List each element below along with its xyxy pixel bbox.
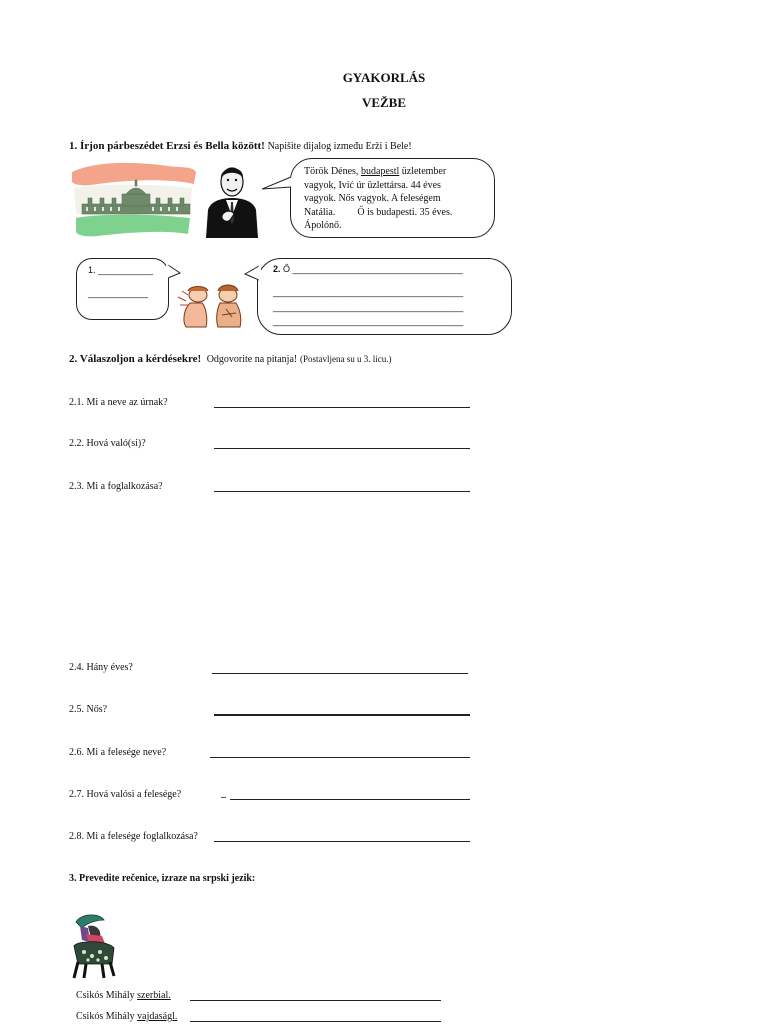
translate-item-1: Csikós Mihály szerbial.: [76, 990, 171, 1001]
speech-line-3: vagyok. Nős vagyok. A feleségem: [304, 193, 441, 204]
question-2-4: 2.4. Hány éves?: [69, 662, 133, 673]
answer-prefix-2-7: _: [221, 788, 226, 799]
two-women-image: [176, 283, 250, 329]
dialog-line-2b[interactable]: ______________________________________: [273, 287, 464, 297]
answer-line-2-7[interactable]: [230, 799, 470, 800]
task2-heading: [69, 353, 391, 365]
page-title: GYAKORLÁS: [342, 70, 426, 85]
answer-line-2-8[interactable]: [214, 841, 470, 842]
task1-heading-bold: 1. Írjon párbeszédet Erzsi és Bella között!: [69, 140, 265, 152]
speech-line-2: vagyok, Ivić úr üzlettársa. 44 éves: [304, 179, 441, 191]
question-2-1: 2.1. Mi a neve az úrnak?: [69, 397, 168, 408]
question-2-5: 2.5. Nős?: [69, 704, 108, 715]
answer-line-2-6[interactable]: [210, 757, 470, 758]
answer-line-2-1[interactable]: [214, 407, 470, 408]
translate-line-1[interactable]: [190, 1000, 441, 1001]
task2-heading-rest: (Postavljena su u 3. licu.): [299, 354, 392, 364]
parliament-flag-image: [68, 158, 200, 238]
task3-heading: 3. Prevedite rečenice, izraze na srpski jezik:: [69, 873, 256, 884]
question-2-6: 2.6. Mi a felesége neve?: [69, 747, 167, 758]
horseman-image: [68, 912, 120, 980]
dialog-line-2c[interactable]: ______________________________________: [273, 302, 464, 312]
task2-heading-mid: Odgovorite na pitanja!: [206, 354, 298, 365]
translate-line-2[interactable]: [190, 1021, 441, 1022]
dialog-line-1b[interactable]: ____________: [88, 288, 149, 298]
dialog-line-1[interactable]: 1. ___________: [88, 265, 154, 275]
answer-line-2-5[interactable]: [214, 714, 470, 716]
question-2-8: 2.8. Mi a felesége foglalkozása?: [69, 831, 198, 842]
translate-item-2: Csikós Mihály vajdaságl.: [76, 1011, 178, 1022]
answer-line-2-2[interactable]: [214, 448, 470, 449]
task1-heading-rest: Napišite dijalog između Erži i Bele!: [267, 141, 412, 152]
speech-bubble-tail: [262, 175, 294, 197]
speech-text: [304, 165, 489, 233]
question-2-2: 2.2. Hová való(si)?: [69, 438, 146, 449]
dialog-line-2[interactable]: 2. Ő __________________________________: [273, 264, 463, 274]
page-subtitle: VEŽBE: [361, 95, 407, 110]
speech-line-1: Török Dénes, budapestl üzletember: [304, 166, 447, 177]
dialog-bubble-left-tail: [166, 264, 182, 282]
task1-heading: [69, 140, 412, 152]
speech-line-4: Natália. Ő is budapesti. 35 éves.: [304, 206, 453, 218]
question-2-7: 2.7. Hová valósi a felesége?: [69, 789, 182, 800]
question-2-3: 2.3. Mi a foglalkozása?: [69, 481, 163, 492]
businessman-image: [202, 160, 262, 238]
speech-line-5: Ápolónő.: [304, 220, 342, 231]
dialog-bubble-right-tail: [243, 264, 261, 284]
answer-line-2-3[interactable]: [214, 491, 470, 492]
dialog-line-2d[interactable]: ______________________________________: [273, 316, 464, 326]
answer-line-2-4[interactable]: [212, 673, 468, 674]
task2-heading-bold: 2. Válaszoljon a kérdésekre!: [69, 353, 202, 365]
